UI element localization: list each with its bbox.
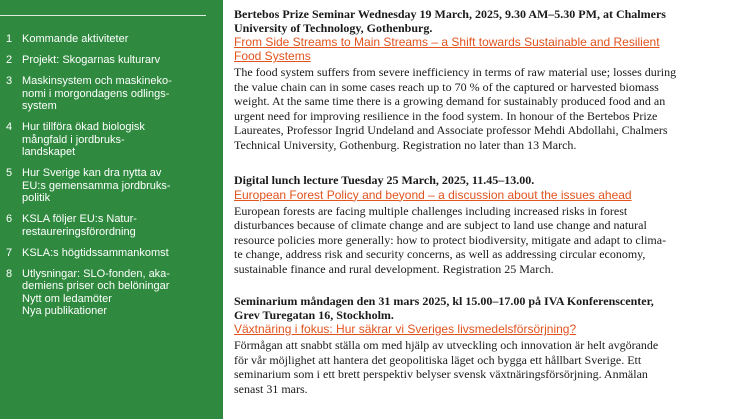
toc-item-label: restaureringsförordning [22,225,136,238]
toc-item-label: Hur Sverige kan dra nytta av [22,167,162,179]
event-digital-lunch-lecture [234,174,740,276]
event-heading [234,295,740,322]
toc-item-label: Nytt om ledamöter [22,292,112,305]
toc-item-label: Maskinsystem och maskineko- [22,75,172,87]
event-title-line[interactable]: Food Systems [234,49,311,63]
toc-item-3[interactable] [6,75,218,113]
event-title-line[interactable]: From Side Streams to Main Streams – a Shift towards Sustainable and Resilient [234,35,660,49]
toc-item-1[interactable] [6,33,218,46]
sidebar [0,0,223,419]
event-bertebos-seminar [234,8,740,152]
event-description-line: the value chain can in some cases reach up to 70 % of the captured or harvested biomass [234,79,659,94]
toc-item-label: demiens priser och belöningar [22,280,170,292]
toc-item-number: 8 [6,267,13,280]
event-iva-seminar [234,295,740,396]
table-of-contents [6,33,218,326]
main-content [234,0,746,419]
event-description-line: för vår möjlighet att hantera det geopolitiska läget och bygga ett hållbart Sverige. Ett [234,352,642,367]
event-description-line: Förmågan att snabbt ställa om med hjälp av utveckling och innovation är helt avgörande [234,338,659,352]
toc-item-number: 4 [6,121,13,133]
event-heading-line: Seminarium måndagen den 31 mars 2025, kl 15.00–17.00 på IVA Konferenscenter, [234,294,654,308]
toc-item-label: landskapet [22,146,76,158]
toc-item-number: 1 [6,33,13,45]
toc-item-label: mångfald i jordbruks- [22,133,125,146]
event-description [234,204,740,277]
toc-item-label: EU:s gemensamma jordbruks- [22,179,171,192]
event-description-line: resource policies more generally: how to protect biodiversity, mitigate and adapt to clima- [234,232,667,247]
toc-item-8[interactable] [6,268,218,318]
toc-item-label: Utlysningar: SLO-fonden, aka- [22,267,170,280]
event-description-line: The food system suffers from severe inefficiency in terms of raw material use; losses during [234,65,677,79]
event-description-line: weight. At the same time there is a growing demand for sustainably produced food and an [234,94,666,108]
event-title-line[interactable]: European Forest Policy and beyond – a discussion about the issues ahead [234,187,632,202]
toc-item-label: Nya publikationer [22,305,107,317]
toc-item-label: politik [22,192,51,204]
toc-item-label: Hur tillföra ökad biologisk [22,121,145,133]
event-title-link[interactable] [234,188,740,202]
event-description-line: urgent need for improving resilience in the food system. In honour of the Bertebos Prize [234,108,658,123]
toc-item-label: Kommande aktiviteter [22,33,129,45]
toc-item-6[interactable] [6,213,218,238]
event-description-line: seminarium som i ett brett perspektiv belyser svensk växtnäringsförsörjning. Anmälan [234,367,648,381]
event-title-line[interactable]: Växtnäring i fokus: Hur säkrar vi Sveriges livsmedelsförsörjning? [234,322,577,336]
event-title-link[interactable] [234,322,740,336]
event-description-line: senast 31 mars. [234,381,308,396]
event-heading [234,8,740,35]
toc-item-label: Projekt: Skogarnas kulturarv [22,54,161,66]
event-heading-line: Grev Turegatan 16, Stockholm. [234,307,394,322]
event-description-line: Technical University, Gothenburg. Registration no later than 13 March. [234,137,577,152]
toc-item-number: 5 [6,167,13,179]
event-description-line: disturbances because of climate change and are subject to land use change and natural [234,218,647,232]
toc-item-number: 7 [6,246,13,259]
toc-item-label: nomi i morgondagens odlings- [22,87,170,100]
event-description [234,65,740,152]
event-description-line: European forests are facing multiple challenges including increased risks in forest [234,203,628,218]
sidebar-top-rule [0,0,206,16]
toc-item-label: system [22,100,57,112]
event-heading-line: Bertebos Prize Seminar Wednesday 19 March, 2025, 9.30 AM–5.30 PM, at Chalmers [234,7,666,21]
event-description-line: Laureates, Professor Ingrid Undeland and Associate professor Mehdi Abdollahi, Chalmers [234,123,668,137]
event-title-link[interactable] [234,35,740,63]
toc-item-number: 2 [6,54,13,66]
event-description [234,338,740,396]
event-description-line: sustainable finance and rural development. Registration 25 March. [234,261,554,276]
toc-item-4[interactable] [6,121,218,159]
event-heading-line: Digital lunch lecture Tuesday 25 March, 2025, 11.45–13.00. [234,173,535,187]
event-heading-line: University of Technology, Gothenburg. [234,20,433,35]
toc-item-label: KSLA:s högtidssammankomst [22,246,169,259]
toc-item-2[interactable] [6,54,218,67]
toc-item-5[interactable] [6,167,218,205]
toc-item-number: 3 [6,75,13,87]
toc-item-number: 6 [6,213,13,225]
toc-item-label: KSLA följer EU:s Natur- [22,213,137,225]
event-description-line: te change, address risk and security concerns, as well as addressing circular economy, [234,247,646,261]
toc-item-7[interactable] [6,247,218,260]
event-heading [234,174,740,188]
